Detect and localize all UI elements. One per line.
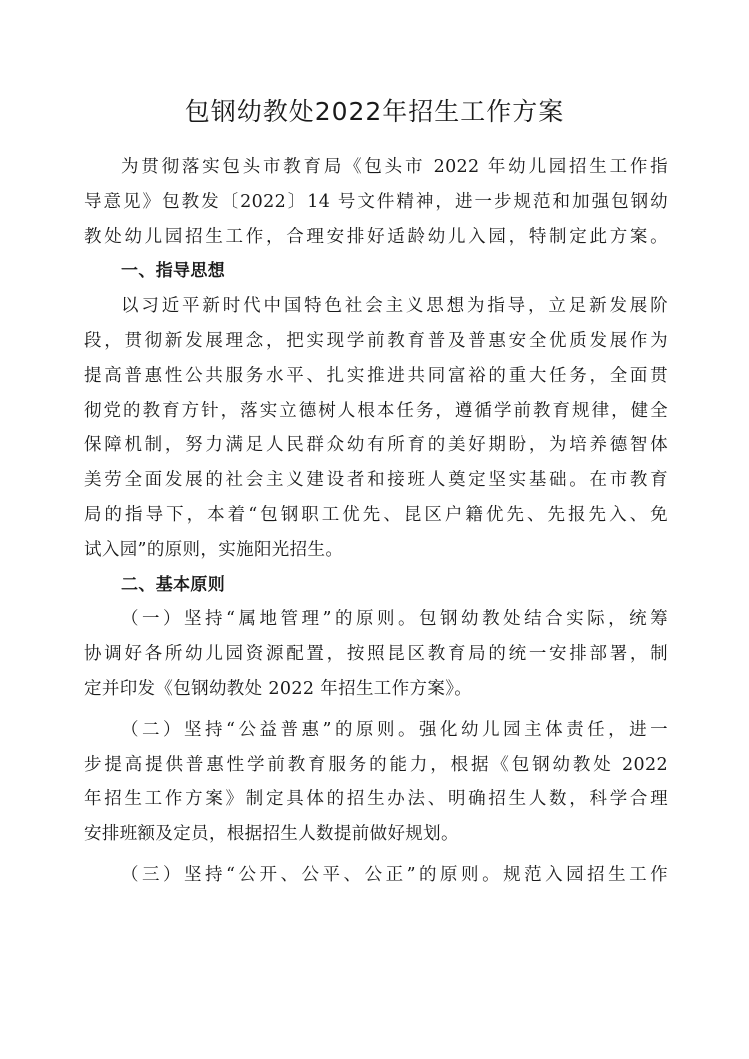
intro-line: 教处幼儿园招生工作，合理安排好适龄幼儿入园，特制定此方案。 <box>84 226 668 247</box>
document-title: 包钢幼教处2022年招生工作方案 <box>184 97 565 126</box>
section1-line: 以习近平新时代中国特色社会主义思想为指导，立足新发展阶 <box>121 296 668 317</box>
section1-line: 美劳全面发展的社会主义建设者和接班人奠定坚实基础。在市教育 <box>84 470 668 491</box>
section1-line: 试入园”的原则，实施阳光招生。 <box>84 539 344 560</box>
section1-line: 提高普惠性公共服务水平、扎实推进共同富裕的重大任务，全面贯 <box>84 365 668 386</box>
principle2-line: 安排班额及定员，根据招生人数提前做好规划。 <box>84 824 459 845</box>
section1-line: 保障机制，努力满足人民群众幼有所育的美好期盼，为培养德智体 <box>84 435 668 456</box>
principle2-line: （二）坚持“公益普惠”的原则。强化幼儿园主体责任，进一 <box>121 719 668 740</box>
section-heading-guiding-ideology: 一、指导思想 <box>121 261 226 282</box>
section1-line: 彻党的教育方针，落实立德树人根本任务，遵循学前教育规律，健全 <box>84 400 668 421</box>
intro-line: 导意见》包教发〔2022〕14 号文件精神，进一步规范和加强包钢幼 <box>84 191 668 212</box>
intro-line: 为贯彻落实包头市教育局《包头市 2022 年幼儿园招生工作指 <box>121 157 668 177</box>
section-heading-basic-principles: 二、基本原则 <box>121 574 226 595</box>
principle1-line: 协调好各所幼儿园资源配置，按照昆区教育局的统一安排部署，制 <box>84 644 668 665</box>
principle1-line: （一）坚持“属地管理”的原则。包钢幼教处结合实际，统筹 <box>121 609 668 630</box>
principle2-line: 步提高提供普惠性学前教育服务的能力，根据《包钢幼教处 2022 <box>84 754 668 775</box>
document-body <box>84 150 668 893</box>
principle2-line: 年招生工作方案》制定具体的招生办法、明确招生人数，科学合理 <box>84 789 668 810</box>
section1-line: 段，贯彻新发展理念，把实现学前教育普及普惠安全优质发展作为 <box>84 330 668 351</box>
principle3-line: （三）坚持“公开、公平、公正”的原则。规范入园招生工作 <box>121 864 668 885</box>
section1-line: 局的指导下，本着“包钢职工优先、昆区户籍优先、先报先入、免 <box>84 504 668 525</box>
principle1-line: 定并印发《包钢幼教处 2022 年招生工作方案》。 <box>84 678 473 699</box>
